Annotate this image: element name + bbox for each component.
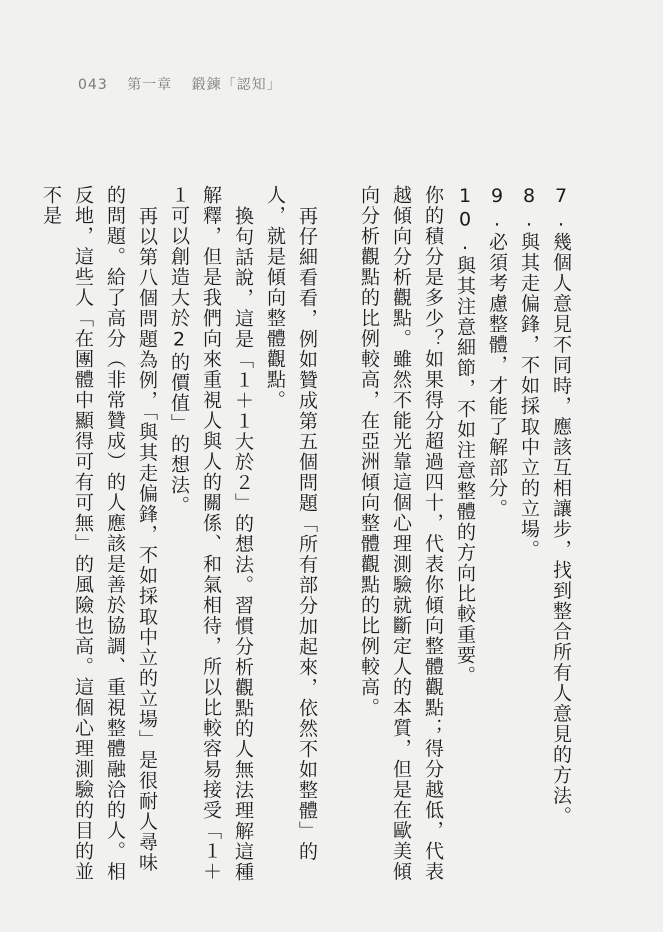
chapter-label: 第一章 [127,77,173,93]
paragraph-one-plus-one: 換句話說，這是「１＋１大於２」的想法。習慣分析觀點的人無法理解這種解釋，但是我們向來重視人與人的關係、和氣相待，所以比較容易接受「１＋１可以創造大於2的價值」的想法。 [168,185,254,883]
list-item-7: 7.幾個人意見不同時，應該互相讓步，找到整合所有人意見的方法。 [550,185,572,827]
paragraph-score: 你的積分是多少？如果得分超過四十，代表你傾向整體觀點；得分越低，代表越傾向分析觀點。雖然不能光靠這個心理測驗就斷定人的本質，但是在歐美傾向分析觀點的比例較高，在亞洲傾向整體觀點的比例較高。 [358,185,444,882]
list-item-8: 8.與其走偏鋒，不如採取中立的立場。 [518,185,540,560]
running-header [78,74,296,94]
list-item-9: 9.必須考慮整體，才能了解部分。 [486,185,508,519]
list-item-10: 10.與其注意細節，不如注意整體的方向比較重要。 [454,185,476,686]
paragraph-question-five: 再仔細看看，例如贊成第五個問題「所有部分加起來，依然不如整體」的人，就是傾向整體觀點。 [264,185,318,862]
page-number: 043 [78,77,108,93]
body-text [35,185,577,885]
paragraph-question-eight: 再以第八個問題為例，「與其走偏鋒，不如採取中立的立場」是很耐人尋味的問題。給了高分（非常贊成）的人應該是善於協調、重視整體融洽的人。相反地，這些人「在團體中顯得可有可無」的風險也高。這個心理測驗的目的並不是 [40,185,158,882]
chapter-title: 鍛鍊「認知」 [191,77,282,93]
